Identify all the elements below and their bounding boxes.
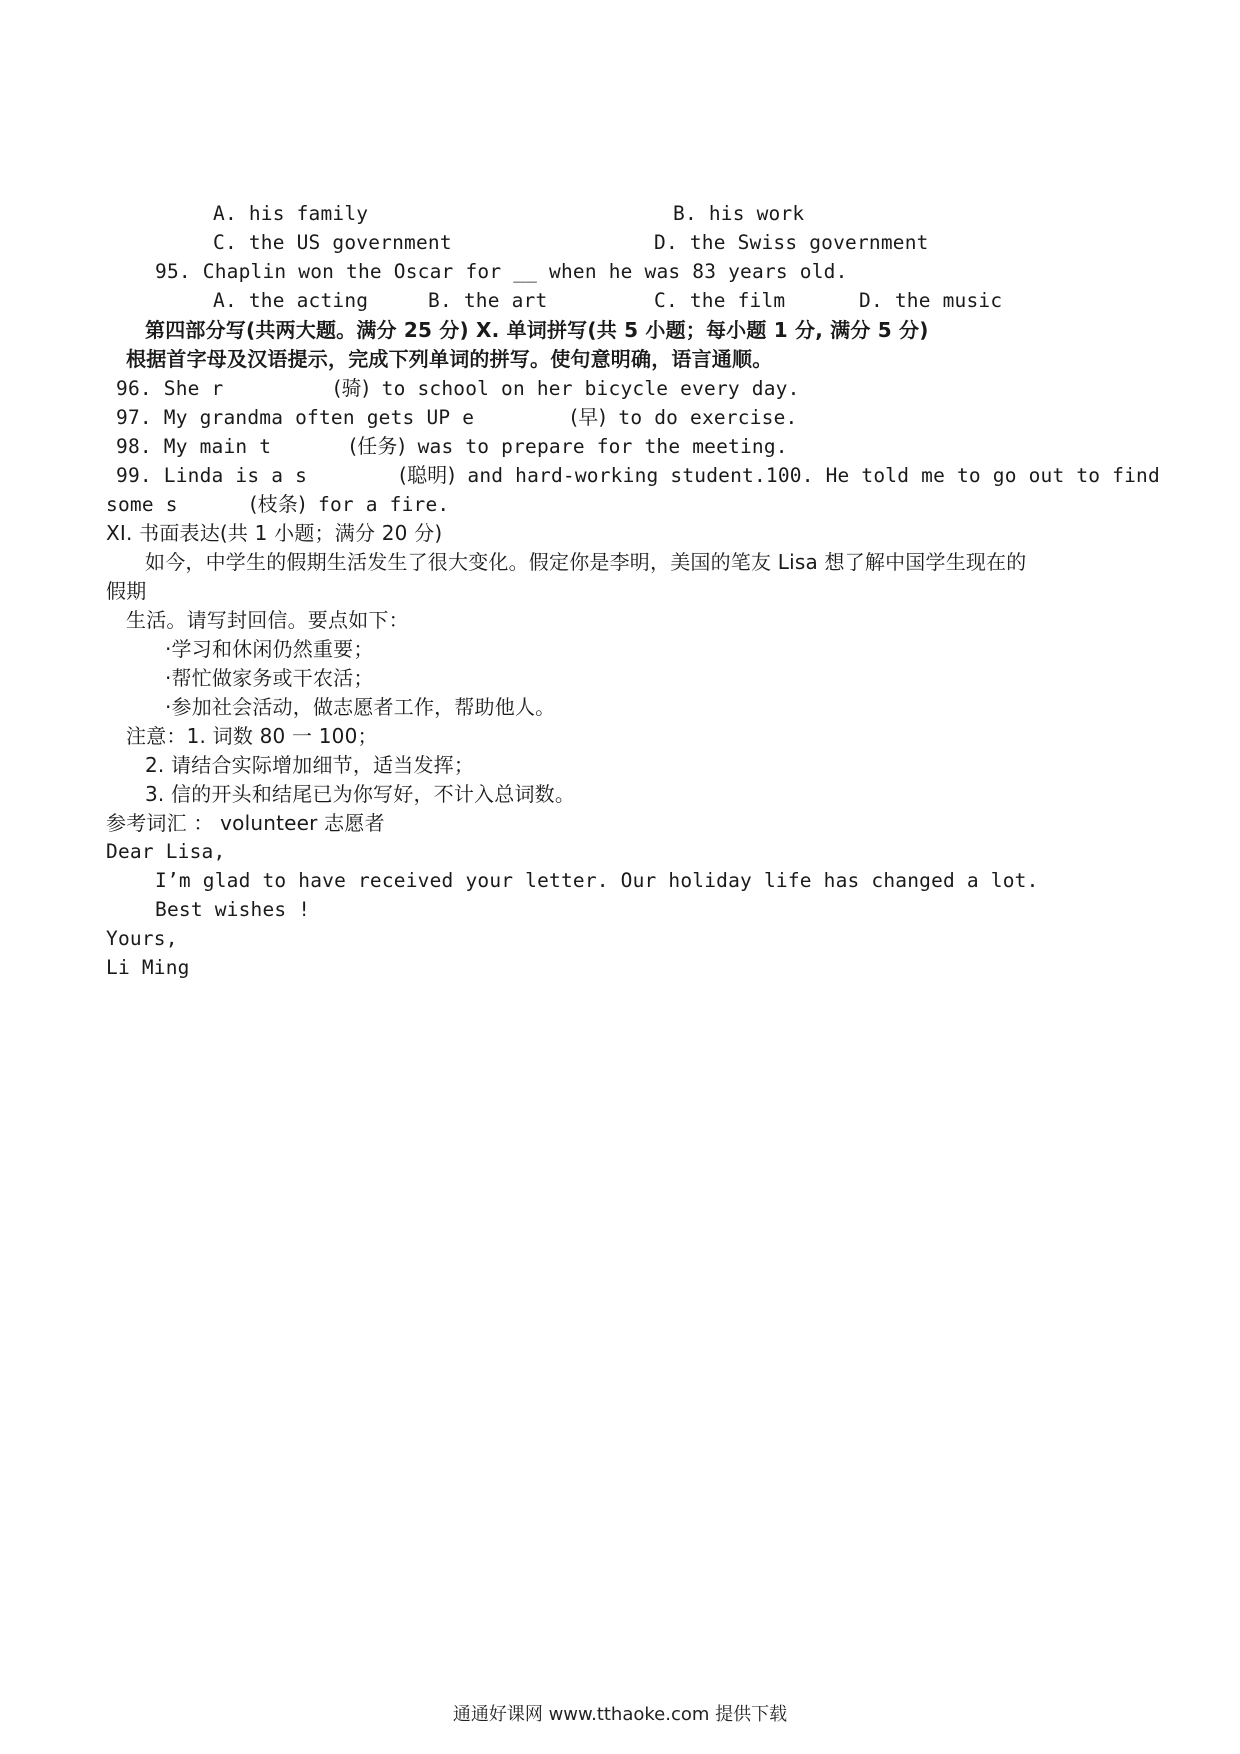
q100 [106,491,449,518]
writing-vocab: 参考词汇 ： volunteer 志愿者 [106,811,385,835]
q95-stem: 95. Chaplin won the Oscar for __ when he was 83 years old. [155,260,848,283]
letter-closing: Best wishes ! [155,898,311,921]
part4-heading: 第四部分写(共两大题。满分 25 分) X. 单词拼写(共 5 小题；每小题 1 分, 满分 5 分) [145,318,929,342]
letter-salutation: Dear Lisa, [106,840,226,863]
q99-start: 99. Linda is a s [116,464,308,487]
writing-prompt-line3: 生活。请写封回信。要点如下： [126,608,409,632]
writing-note1: 注意：1. 词数 80 一 100； [126,724,378,748]
q94-option-d: D. the Swiss government [654,231,929,254]
letter-body: I’m glad to have received your letter. Our holiday life has changed a lot. [155,869,1039,892]
q97 [116,404,797,431]
part4-instruction: 根据首字母及汉语提示，完成下列单词的拼写。使句意明确，语言通顺。 [126,347,773,371]
q99 [116,462,1160,489]
q96-start: 96. She r [116,377,224,400]
q97-start: 97. My grandma often gets UP e [116,406,475,429]
q96-hint: (骑) [333,376,370,400]
q100-start: some s [106,493,178,516]
page-footer: 通通好课网 www.tthaoke.com 提供下载 [452,1704,788,1725]
q100-hint: (枝条) [249,492,307,516]
writing-heading: XI. 书面表达(共 1 小题；满分 20 分) [106,521,443,545]
q95-option-d: D. the music [859,289,1003,312]
q99-hint: (聪明) [399,463,456,487]
writing-prompt-line1: 如今，中学生的假期生活发生了很大变化。假定你是李明，美国的笔友 Lisa 想了解中国学生现在的 [145,550,1027,574]
q98-start: 98. My main t [116,435,272,458]
letter-yours: Yours, [106,927,178,950]
q98-hint: (任务) [349,434,406,458]
letter-signature: Li Ming [106,956,190,979]
q94-option-b: B. his work [673,202,805,225]
writing-note3: 3. 信的开头和结尾已为你写好，不计入总词数。 [145,782,576,806]
q95-option-a: A. the acting [213,289,369,312]
writing-point2: ·帮忙做家务或干农活； [165,666,374,690]
q98-end: was to prepare for the meeting. [417,435,788,458]
q97-hint: (早) [570,405,607,429]
writing-point1: ·学习和休闲仍然重要； [165,637,374,661]
q95-option-b: B. the art [428,289,548,312]
q96-end: to school on her bicycle every day. [381,377,800,400]
q96 [116,375,800,402]
q95-option-c: C. the film [654,289,786,312]
q94-option-c: C. the US government [213,231,452,254]
q97-end: to do exercise. [618,406,798,429]
q99-end: and hard-working student.100. He told me to go out to find [467,464,1160,487]
writing-point3: ·参加社会活动，做志愿者工作，帮助他人。 [165,695,556,719]
q98 [116,433,788,460]
writing-note2: 2. 请结合实际增加细节，适当发挥； [145,753,475,777]
writing-prompt-line2: 假期 [106,579,147,603]
q94-option-a: A. his family [213,202,369,225]
q100-end: for a fire. [318,493,450,516]
